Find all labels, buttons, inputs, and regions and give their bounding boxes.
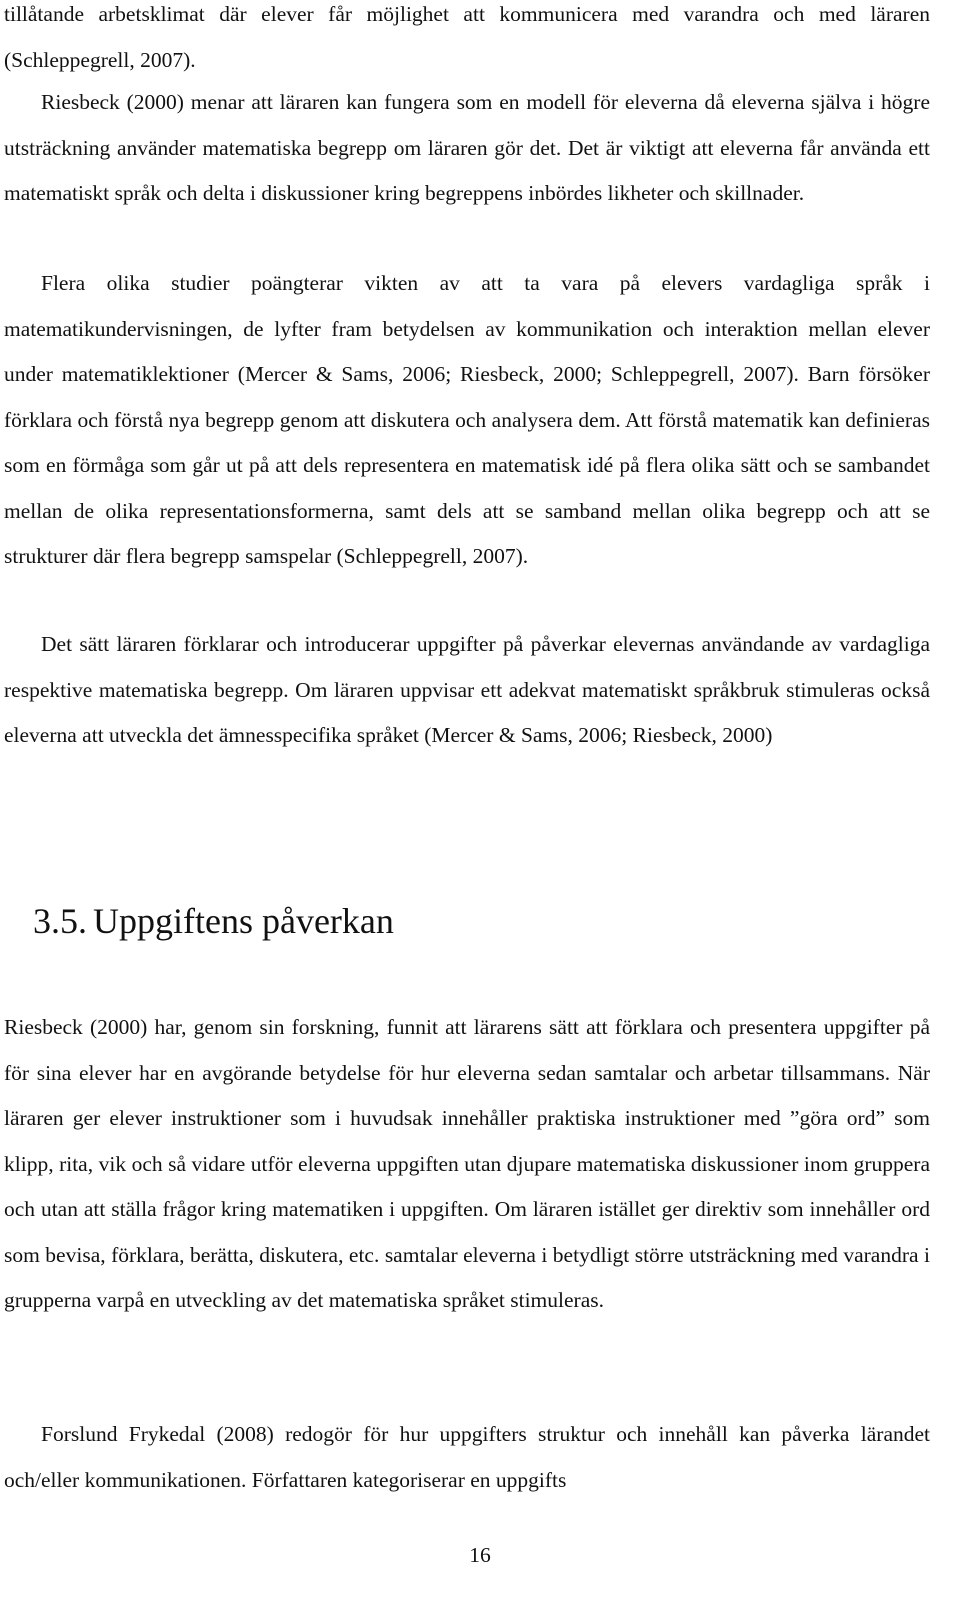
paragraph-studies: Flera olika studier poängterar vikten av att ta vara på elevers vardagliga språk i matematikundervisningen, de lyfter fram betydelsen av kommunikation och interaktion mellan elever under matematiklektioner (Mercer & Sams, 2006; Riesbeck, 2000; Schleppegrell, 2007). Barn försöker förklara och förstå nya begrepp genom att diskutera och analysera dem. Att förstå matematik kan definieras som en förmåga som går ut på att dels representera en matematisk idé på flera olika sätt och se sambandet mellan de olika representationsformerna, samt dels att se samband mellan olika begrepp och att se strukturer där flera begrepp samspelar (Schleppegrell, 2007). [4, 271, 930, 568]
paragraph-top-fragment: tillåtande arbetsklimat där elever får möjlighet att kommunicera med varandra och med läraren (Schleppegrell, 2007). [4, 2, 930, 72]
paragraph-teacher-language: Det sätt läraren förklarar och introducerar uppgifter på påverkar elevernas användande av vardagliga respektive matematiska begrepp. Om läraren uppvisar ett adekvat matematiskt språkbruk stimuleras också eleverna att utveckla det ämnesspecifika språket (Mercer & Sams, 2006; Riesbeck, 2000) [4, 632, 930, 747]
paragraph-section-riesbeck: Riesbeck (2000) har, genom sin forskning, funnit att lärarens sätt att förklara och presentera uppgifter på för sina elever har en avgörande betydelse för hur eleverna sedan samtalar och arbetar tillsammans. När läraren ger elever instruktioner som i huvudsak innehåller praktiska instruktioner med ”göra ord” som klipp, rita, vik och så vidare utför eleverna uppgiften utan djupare matematiska diskussioner inom gruppera och utan att ställa frågor kring matematiken i uppgiften. Om läraren istället ger direktiv som innehåller ord som bevisa, förklara, berätta, diskutera, etc. samtalar eleverna i betydligt större utsträckning med varandra i grupperna varpå en utveckling av det matematiska språket stimuleras. [4, 1015, 930, 1312]
section-heading [33, 895, 394, 947]
section-number: 3.5. [33, 901, 87, 941]
paragraph-section-forslund: Forslund Frykedal (2008) redogör för hur uppgifters struktur och innehåll kan påverka lärandet och/eller kommunikationen. Författaren kategoriserar en uppgifts [4, 1422, 930, 1492]
paragraph-riesbeck-model: Riesbeck (2000) menar att läraren kan fungera som en modell för eleverna då eleverna själva i högre utsträckning använder matematiska begrepp om läraren gör det. Det är viktigt att eleverna får använda ett matematiskt språk och delta i diskussioner kring begreppens inbördes likheter och skillnader. [4, 90, 930, 205]
section-title: Uppgiftens påverkan [93, 901, 394, 941]
page-number: 16 [469, 1543, 491, 1567]
